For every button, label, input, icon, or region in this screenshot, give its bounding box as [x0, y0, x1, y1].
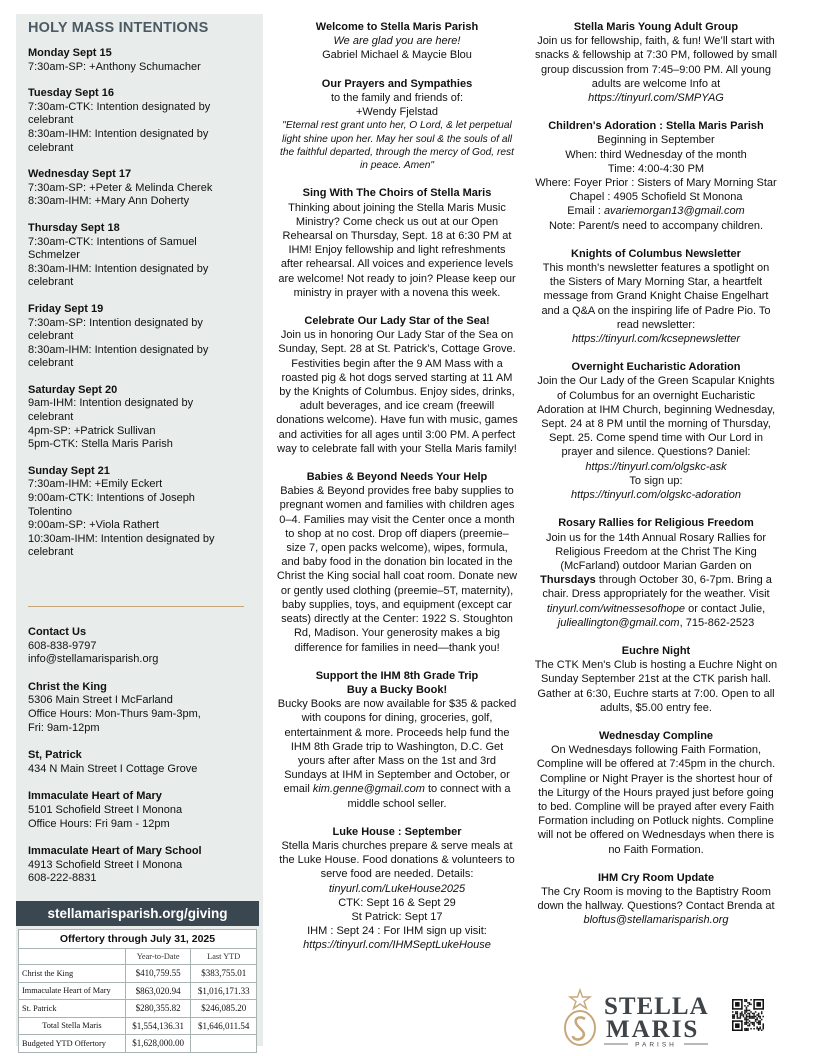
compline-article: [534, 729, 778, 857]
young-adult-link[interactable]: https://tinyurl.com/SMPYAG: [588, 92, 724, 105]
ihm-trip-title: Support the IHM 8th Grade Trip: [315, 669, 479, 682]
overnight-body: Join the Our Lady of the Green Scapular Knights of Columbus for an overnight Eucharistic Adoration at IHM Church, beginning Wednesday, Sept. 24 at 8 PM until the morning of Thursday, Sept. 25. Come spend time with Our Lord in prayer and silence. Questions? Daniel:: [536, 375, 776, 459]
star-crest-icon: [565, 990, 595, 1045]
contact-line: 5306 Main Street I McFarland: [28, 694, 173, 707]
mass-intention-line: 7:30am-CTK: Intentions of Samuel: [28, 235, 197, 248]
babies-body: Babies & Beyond provides free baby supplies to pregnant women and families with children ages 0–4. Families may visit the Center once a month to shop at no cost. Drop off diapers (preemie–size 7, open packs welcome), wipes, formula, and baby food in the donation bin located in the Christ the King social hall coat room. Donate new or gently used clothing (preemie–5T, maternity), baby supplies, toys, and equipment (except car seats) directly at the Center: 1922 S. Stoughton Rd, Madison. Your generosity makes a big difference for families in need—thank you!: [276, 485, 518, 654]
stella-maris-logo: [558, 988, 710, 1048]
children-email-line: [534, 204, 778, 218]
children-when: When: third Wednesday of the month: [565, 148, 747, 161]
children-email[interactable]: avariemorgan13@gmail.com: [603, 205, 745, 218]
luke-title: Luke House : September: [332, 825, 462, 838]
children-title: Children's Adoration : Stella Maris Parish: [548, 120, 764, 133]
mass-intention-line: celebrant: [28, 330, 74, 343]
contact-block: [28, 681, 256, 735]
mass-intention-line: 9am-IHM: Intention designated by: [28, 397, 194, 410]
mass-intention-line: celebrant: [28, 276, 74, 289]
qr-code-icon[interactable]: [732, 999, 764, 1031]
overnight-title: Overnight Eucharistic Adoration: [571, 361, 741, 374]
mass-intention-line: 4pm-SP: +Patrick Sullivan: [28, 424, 156, 437]
mass-day-title: Tuesday Sept 16: [28, 87, 114, 100]
rosary-bold: Thursdays: [540, 574, 596, 587]
offertory-header-ytd: Year-to-Date: [125, 949, 191, 965]
ihm-trip-body: [276, 697, 518, 811]
overnight-signup: To sign up:: [629, 474, 683, 487]
giving-link[interactable]: stellamarisparish.org/giving: [16, 901, 259, 926]
row-ytd: $410,759.55: [125, 965, 191, 983]
cry-room-article: [534, 871, 778, 928]
offertory-header-blank: [19, 949, 126, 965]
euchre-title: Euchre Night: [621, 644, 691, 657]
cry-room-body: [534, 885, 778, 928]
right-column: [534, 20, 778, 942]
table-row: [19, 965, 257, 983]
welcome-names: Gabriel Michael & Maycie Blou: [322, 49, 472, 62]
row-last: $1,646,011.54: [191, 1017, 257, 1035]
luke-text: Stella Maris churches prepare & serve meals at the Luke House. Food donations & volunteers to serve food are needed. Details:: [279, 839, 515, 881]
cry-room-email[interactable]: bloftus@stellamarisparish.org: [583, 914, 729, 927]
young-adult-text: Join us for fellowship, faith, & fun! We’ll start with snacks & fellowship at 7:30 PM, followed by small group discussion from 7:45–9:00 PM. All young adults are welcome Info at: [534, 35, 778, 90]
mass-intentions-heading: HOLY MASS INTENTIONS: [28, 20, 209, 36]
contact-block: [28, 845, 256, 886]
knights-link[interactable]: https://tinyurl.com/kcsepnewsletter: [571, 333, 741, 346]
row-label: Total Stella Maris: [19, 1017, 126, 1035]
welcome-line: We are glad you are here!: [333, 35, 461, 48]
luke-ihm-link[interactable]: https://tinyurl.com/IHMSeptLukeHouse: [303, 939, 491, 952]
mass-day-title: Saturday Sept 20: [28, 383, 118, 396]
contact-title: Contact Us: [28, 626, 87, 638]
mass-intention-line: 7:30am-CTK: Intention designated by: [28, 100, 211, 113]
children-email-label: Email :: [567, 205, 601, 218]
rosary-title: Rosary Rallies for Religious Freedom: [558, 517, 754, 530]
row-last: [191, 1035, 257, 1053]
row-ytd: $863,020.94: [125, 982, 191, 1000]
mass-day: [28, 87, 256, 155]
compline-body: On Wednesdays following Faith Formation, Compline will be offered at 7:45pm in the church. Compline or Night Prayer is the shortest hour of the Liturgy of the Hours prayed just before going to bed. Compline will be prayed after every Faith Formation including on Potluck nights. Compline will not be offered on Wednesdays when there is no Faith Formation.: [536, 744, 776, 856]
ihm-trip-email[interactable]: kim.genne@gmail.com: [312, 783, 425, 796]
contact-line: info@stellamarisparish.org: [28, 653, 159, 666]
offertory-title: Offertory through July 31, 2025: [19, 930, 257, 949]
contact-title: Immaculate Heart of Mary School: [28, 845, 202, 858]
knights-article: [534, 247, 778, 346]
contact-line: 434 N Main Street I Cottage Grove: [28, 762, 198, 775]
mass-intention-line: Tolentino: [28, 505, 73, 518]
prayers-article: [276, 77, 518, 173]
mass-intention-line: celebrant: [28, 546, 74, 559]
table-row: [19, 982, 257, 1000]
choir-title: Sing With The Choirs of Stella Maris: [302, 187, 492, 200]
mass-intention-line: celebrant: [28, 141, 74, 154]
cry-room-text: The Cry Room is moving to the Baptistry Room down the hallway. Questions? Contact Brenda at: [537, 885, 775, 913]
row-label: St. Patrick: [19, 1000, 126, 1018]
celebrate-article: [276, 314, 518, 456]
choir-article: [276, 186, 518, 300]
mass-intention-line: 7:30am-SP: +Peter & Melinda Cherek: [28, 181, 213, 194]
mass-intention-line: celebrant: [28, 357, 74, 370]
mass-day: [28, 222, 256, 290]
row-label: Immaculate Heart of Mary: [19, 982, 126, 1000]
offertory-header-last: Last YTD: [191, 949, 257, 965]
table-row: [19, 1017, 257, 1035]
celebrate-body: Join us in honoring Our Lady Star of the Sea on Sunday, Sept. 28 at St. Patrick’s, Cottage Grove. Festivities begin after the 9 AM Mass with a roasted pig & hot dogs served starting at 11 AM by the Knights of Columbus. Enjoy sides, drinks, adult beverages, and ice cream (freewill donations welcome). Have fun with music, games and activities for all ages until 3:00 PM. A perfect way to celebrate fall with your Stella Maris family!: [276, 329, 518, 455]
logo-line1: STELLA: [604, 993, 709, 1020]
children-where: Where: Foyer Prior : Sisters of Mary Morning Star Chapel : 4905 Schofield St Monona: [535, 177, 777, 204]
prayers-title: Our Prayers and Sympathies: [321, 77, 473, 90]
rosary-text3: or contact Julie,: [688, 602, 766, 615]
rosary-phone: , 715-862-2523: [679, 616, 755, 629]
welcome-title: Welcome to Stella Maris Parish: [315, 21, 479, 33]
mass-intention-line: 7:30am-SP: Intention designated by: [28, 316, 203, 329]
knights-body: This month's newsletter features a spotlight on the Sisters of Mary Morning Star, a heartfelt message from Grand Knight Chaise Engelhart and a Q&A on the inspiring life of Padre Pio. To read newsletter:: [541, 262, 771, 331]
mass-day-title: Friday Sept 19: [28, 302, 104, 315]
table-row: [19, 1000, 257, 1018]
mass-day: [28, 384, 256, 452]
overnight-link-ask[interactable]: https://tinyurl.com/olgskc-ask: [585, 460, 727, 473]
rosary-body: [534, 531, 778, 630]
row-last: $383,755.01: [191, 965, 257, 983]
mass-intentions: [28, 20, 256, 573]
mass-day-title: Thursday Sept 18: [28, 221, 120, 234]
mass-day-title: Monday Sept 15: [28, 47, 112, 59]
mass-intention-line: 8:30am-IHM: Intention designated by: [28, 262, 209, 275]
row-ytd: $1,628,000.00: [125, 1035, 191, 1053]
contact-line: 5101 Schofield Street I Monona: [28, 803, 183, 816]
mass-day: [28, 303, 256, 371]
row-last: $1,016,171.33: [191, 982, 257, 1000]
rosary-article: [534, 516, 778, 630]
ihm-trip-subtitle: Buy a Bucky Book!: [346, 683, 448, 696]
row-last: $246,085.20: [191, 1000, 257, 1018]
children-line: Beginning in September: [597, 134, 715, 147]
row-ytd: $280,355.82: [125, 1000, 191, 1018]
prayers-line: to the family and friends of:: [330, 91, 464, 104]
euchre-article: [534, 644, 778, 715]
sidebar: [16, 14, 263, 1049]
contact-line: Office Hours: Mon-Thurs 9am-3pm,: [28, 707, 201, 720]
overnight-adoration-article: [534, 360, 778, 502]
young-adult-article: [534, 20, 778, 105]
luke-house-article: [276, 825, 518, 953]
celebrate-title: Celebrate Our Lady Star of the Sea!: [304, 315, 490, 328]
offertory-table: [18, 929, 257, 1053]
luke-sp: St Patrick: Sept 17: [351, 910, 443, 923]
welcome-article: [276, 20, 518, 63]
luke-body: [276, 839, 518, 896]
mass-day: [28, 465, 256, 560]
row-label: Budgeted YTD Offertory: [19, 1035, 126, 1053]
young-adult-body: [534, 34, 778, 105]
mass-intention-line: 8:30am-IHM: Intention designated by: [28, 127, 209, 140]
ihm-trip-article: [276, 669, 518, 811]
children-note: Note: Parent/s need to accompany children.: [548, 219, 763, 232]
contact-block: [28, 790, 256, 831]
middle-column: [276, 20, 518, 967]
choir-body: Thinking about joining the Stella Maris Music Ministry? Come check us out at our Open Rehearsal on Thursday, Sept. 18 at 6:30 PM at IHM! Enjoy fellowship and light refreshments after rehearsal. All voices and experience levels are welcome! Not ready to join? Please keep our ministry in prayer with a novena this week.: [278, 201, 516, 299]
rosary-text2: through October 30, 6-7pm. Bring a chair. Dress appropriately for the weather. Visit: [542, 574, 772, 601]
mass-day-title: Sunday Sept 21: [28, 464, 110, 477]
contact-line: 608-838-9797: [28, 639, 97, 652]
contact-title: Immaculate Heart of Mary: [28, 790, 162, 803]
prayers-quote: "Eternal rest grant unto her, O Lord, & let perpetual light shine upon her. May her soul & the souls of all the faithful departed, through the mercy of God, rest in peace. Amen": [280, 120, 514, 172]
contact-list: [28, 626, 256, 900]
cry-room-title: IHM Cry Room Update: [597, 871, 715, 884]
knights-title: Knights of Columbus Newsletter: [571, 247, 741, 260]
contact-block: [28, 626, 256, 667]
mass-intention-line: 10:30am-IHM: Intention designated by: [28, 532, 215, 545]
mass-day: [28, 47, 256, 74]
mass-intention-line: Schmelzer: [28, 249, 80, 262]
logo-line2: MARIS: [606, 1016, 700, 1043]
mass-intention-line: 8:30am-IHM: +Mary Ann Doherty: [28, 195, 190, 208]
rosary-email[interactable]: julieallington@gmail.com: [557, 616, 680, 629]
ihm-trip-tail: to connect with a middle school seller.: [347, 783, 511, 810]
mass-intention-line: celebrant: [28, 114, 74, 127]
contact-line: 4913 Schofield Street I Monona: [28, 858, 183, 871]
children-adoration-article: [534, 119, 778, 233]
contact-line: Fri: 9am-12pm: [28, 721, 100, 734]
rosary-link[interactable]: tinyurl.com/witnessesofhope: [546, 602, 686, 615]
mass-days: [28, 47, 256, 560]
luke-link[interactable]: tinyurl.com/LukeHouse2025: [328, 882, 466, 895]
rosary-text1: Join us for the 14th Annual Rosary Rallies for Religious Freedom at the Christ The King (McFarland) outdoor Marian Garden on: [545, 531, 767, 572]
logo-line3: PARISH: [635, 1041, 677, 1048]
mass-day-title: Wednesday Sept 17: [28, 168, 132, 181]
children-time: Time: 4:00-4:30 PM: [607, 162, 705, 175]
young-adult-title: Stella Maris Young Adult Group: [573, 21, 739, 33]
luke-ctk: CTK: Sept 16 & Sept 29: [338, 896, 456, 909]
contact-title: Christ the King: [28, 680, 107, 693]
contact-block: [28, 749, 256, 776]
mass-intention-line: 7:30am-SP: +Anthony Schumacher: [28, 60, 201, 73]
row-ytd: $1,554,136.31: [125, 1017, 191, 1035]
babies-article: [276, 470, 518, 655]
mass-intention-line: 7:30am-IHM: +Emily Eckert: [28, 478, 163, 491]
babies-title: Babies & Beyond Needs Your Help: [306, 471, 488, 484]
mass-day: [28, 168, 256, 209]
table-row: [19, 1035, 257, 1053]
prayers-name: +Wendy Fjelstad: [355, 106, 439, 119]
row-label: Christ the King: [19, 965, 126, 983]
sidebar-divider: [28, 606, 244, 607]
mass-intention-line: 9:00am-CTK: Intentions of Joseph: [28, 492, 195, 505]
euchre-body: The CTK Men's Club is hosting a Euchre Night on Sunday September 21st at the CTK parish hall. Gather at 6:30, Euchre starts at 7:00. Open to all adults, $5.00 entry fee.: [534, 659, 778, 714]
contact-line: Office Hours: Fri 9am - 12pm: [28, 817, 170, 830]
mass-intention-line: celebrant: [28, 411, 74, 424]
contact-line: 608-222-8831: [28, 872, 97, 885]
mass-intention-line: 8:30am-IHM: Intention designated by: [28, 343, 209, 356]
ihm-trip-text: Bucky Books are now available for $35 & packed with coupons for dining, groceries, golf, entertainment & more. Proceeds help fund the IHM 8th Grade trip to Washington, D.C. Get yours after after Mass on the 1st and 3rd Sundays at IHM in September and October, or email: [277, 698, 517, 796]
contact-title: St, Patrick: [28, 749, 82, 762]
compline-title: Wednesday Compline: [598, 729, 714, 742]
overnight-link-signup[interactable]: https://tinyurl.com/olgskc-adoration: [571, 489, 741, 502]
mass-intention-line: 9:00am-SP: +Viola Rathert: [28, 519, 159, 532]
mass-intention-line: 5pm-CTK: Stella Maris Parish: [28, 438, 173, 451]
luke-ihm: IHM : Sept 24 : For IHM sign up visit:: [307, 925, 487, 938]
